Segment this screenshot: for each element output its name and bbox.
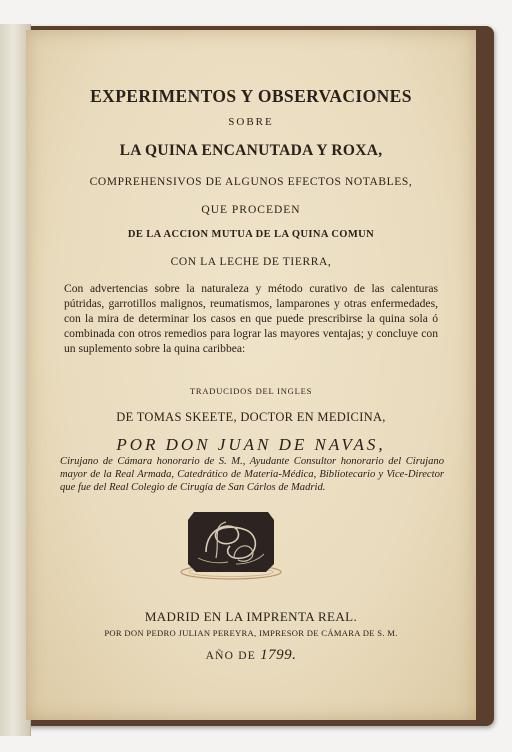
que-proceden-line: QUE PROCEDEN <box>201 204 301 216</box>
title-page <box>26 30 476 720</box>
accion-line: DE LA ACCION MUTUA DE LA QUINA COMUN <box>127 229 375 240</box>
monogram-vignette-icon <box>176 508 286 584</box>
sobre-line: SOBRE <box>228 116 274 128</box>
leche-line: CON LA LECHE DE TIERRA, <box>170 256 332 268</box>
translator-titles: Cirujano de Cámara honorario de S. M., Ayudante Consultor honorario del Cirujano mayor de la Real Armada, Catedrático de Materia-Médica, Bibliotecario y Vice-Director que fue del Real Colegio de Cirugía de San Cárlos de Madrid. <box>60 456 444 494</box>
comprehensivos-line: COMPREHENSIVOS DE ALGUNOS EFECTOS NOTABLES, <box>89 176 413 188</box>
translator-line: POR DON JUAN DE NAVAS, <box>116 435 386 454</box>
year-label: AÑO DE <box>205 650 256 662</box>
book-title: EXPERIMENTOS Y OBSERVACIONES <box>90 86 412 106</box>
translated-from-line: TRADUCIDOS DEL INGLES <box>189 386 313 396</box>
description-paragraph: Con advertencias sobre la naturaleza y método curativo de las calenturas pútridas, garrotillos malignos, reumatismos, lamparones y otras enfermedades, con la mira de determinar los casos en que puede prescribirse la quina sola ó combinada con otros remedios para lograr las mayores ventajas; y concluye con un suplemento sobre la quina caribbea: <box>64 282 438 355</box>
year-value: 1799. <box>260 647 297 663</box>
subject-line: LA QUINA ENCANUTADA Y ROXA, <box>119 142 383 159</box>
year-line <box>26 647 476 664</box>
author-line: DE TOMAS SKEETE, DOCTOR EN MEDICINA, <box>116 410 386 424</box>
printer-line: POR DON PEDRO JULIAN PEREYRA, IMPRESOR DE CÁMARA DE S. M. <box>104 628 398 638</box>
imprint-line: MADRID EN LA IMPRENTA REAL. <box>144 609 358 624</box>
